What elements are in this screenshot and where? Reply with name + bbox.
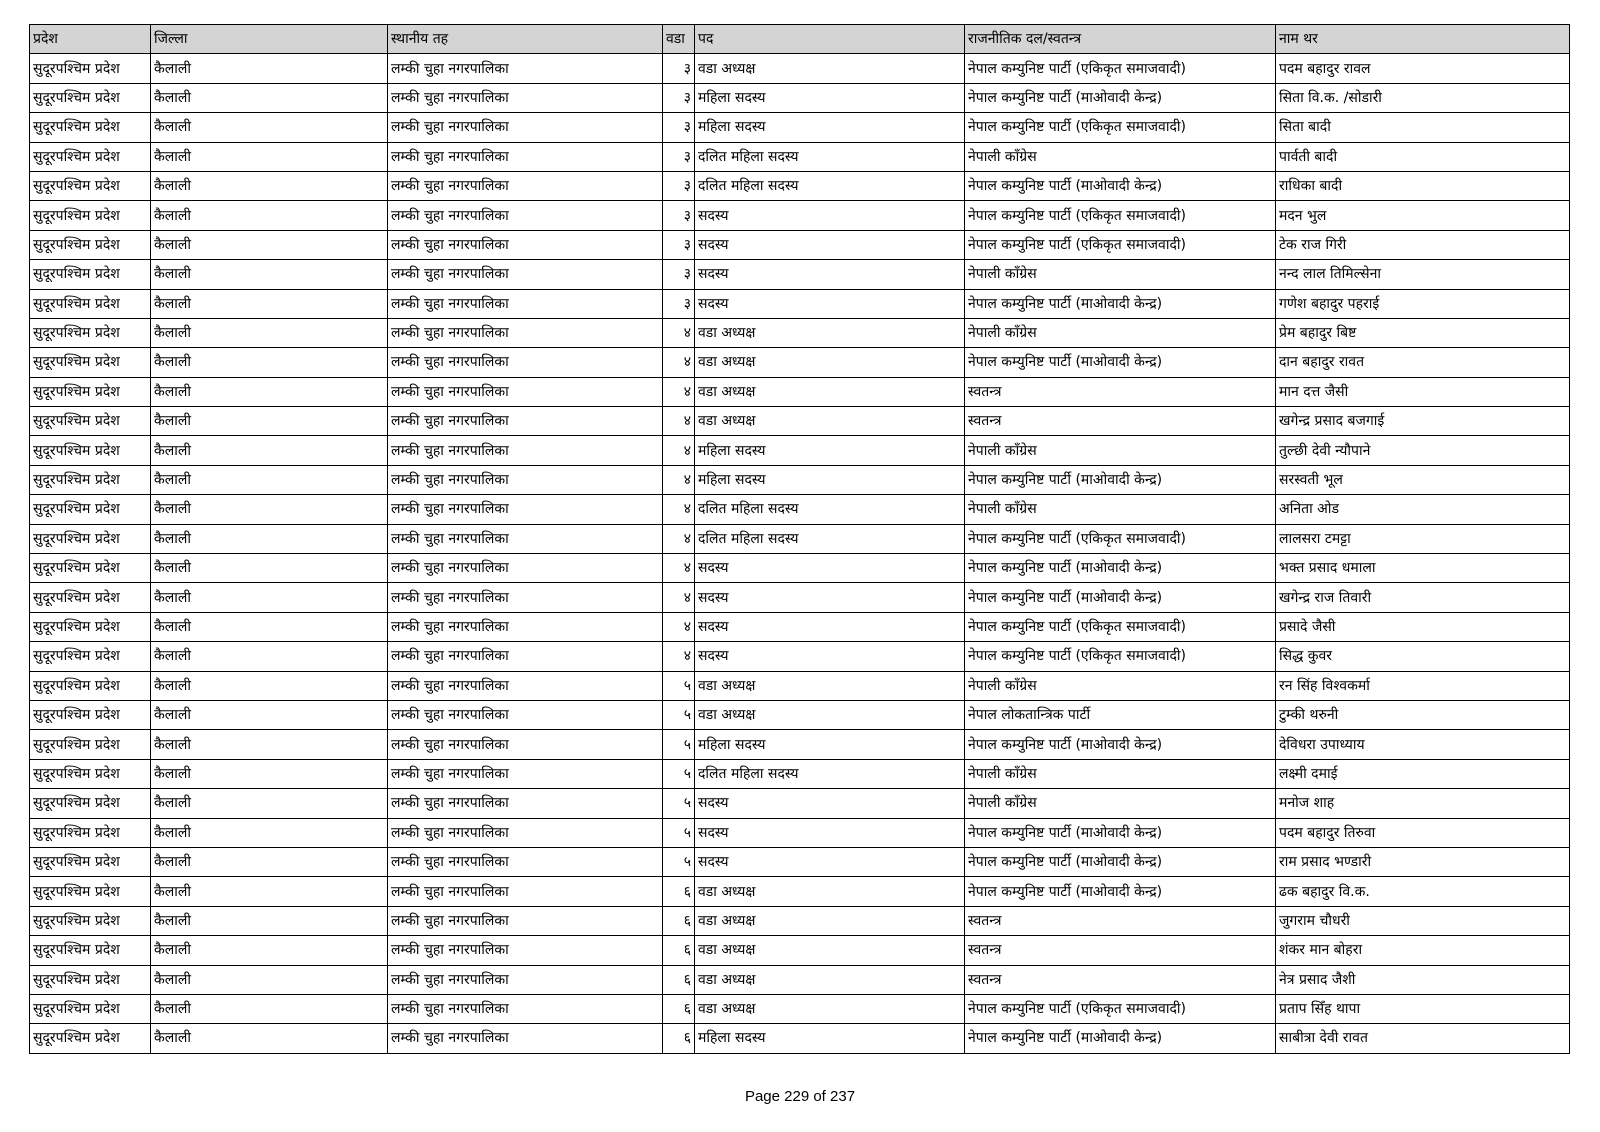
table-row: [30, 847, 1570, 876]
district-cell: कैलाली: [151, 612, 388, 641]
party-cell: नेपाल कम्युनिष्ट पार्टी (एकिकृत समाजवादी): [965, 113, 1276, 142]
party-cell: नेपाल कम्युनिष्ट पार्टी (एकिकृत समाजवादी): [965, 642, 1276, 671]
header-post: पद: [695, 25, 965, 54]
province-cell: सुदूरपश्चिम प्रदेश: [30, 1024, 151, 1053]
table-row: [30, 554, 1570, 583]
local-level-cell: लम्की चुहा नगरपालिका: [388, 407, 663, 436]
name-cell: नेत्र प्रसाद जैशी: [1276, 965, 1570, 994]
district-cell: कैलाली: [151, 671, 388, 700]
party-cell: नेपाल कम्युनिष्ट पार्टी (एकिकृत समाजवादी): [965, 230, 1276, 259]
name-cell: मनोज शाह: [1276, 789, 1570, 818]
party-cell: नेपाल कम्युनिष्ट पार्टी (माओवादी केन्द्र): [965, 847, 1276, 876]
table-row: [30, 495, 1570, 524]
province-cell: सुदूरपश्चिम प्रदेश: [30, 818, 151, 847]
district-cell: कैलाली: [151, 759, 388, 788]
local-level-cell: लम्की चुहा नगरपालिका: [388, 495, 663, 524]
ward-cell: ३: [663, 289, 695, 318]
post-cell: वडा अध्यक्ष: [695, 348, 965, 377]
local-level-cell: लम्की चुहा नगरपालिका: [388, 965, 663, 994]
local-level-cell: लम्की चुहा नगरपालिका: [388, 289, 663, 318]
province-cell: सुदूरपश्चिम प्रदेश: [30, 759, 151, 788]
name-cell: नन्द लाल तिमिल्सेना: [1276, 260, 1570, 289]
name-cell: टुम्की थरुनी: [1276, 700, 1570, 729]
name-cell: जुगराम चौधरी: [1276, 906, 1570, 935]
party-cell: नेपाल कम्युनिष्ट पार्टी (माओवादी केन्द्र): [965, 877, 1276, 906]
local-level-cell: लम्की चुहा नगरपालिका: [388, 201, 663, 230]
district-cell: कैलाली: [151, 230, 388, 259]
local-level-cell: लम्की चुहा नगरपालिका: [388, 818, 663, 847]
ward-cell: ४: [663, 436, 695, 465]
ward-cell: ५: [663, 730, 695, 759]
ward-cell: ४: [663, 642, 695, 671]
local-level-cell: लम्की चुहा नगरपालिका: [388, 847, 663, 876]
district-cell: कैलाली: [151, 113, 388, 142]
table-body: [30, 54, 1570, 1053]
name-cell: रन सिंह विश्वकर्मा: [1276, 671, 1570, 700]
table-row: [30, 671, 1570, 700]
party-cell: नेपाली काँग्रेस: [965, 318, 1276, 347]
province-cell: सुदूरपश्चिम प्रदेश: [30, 524, 151, 553]
province-cell: सुदूरपश्चिम प्रदेश: [30, 906, 151, 935]
district-cell: कैलाली: [151, 583, 388, 612]
table-row: [30, 201, 1570, 230]
name-cell: पदम बहादुर रावल: [1276, 54, 1570, 83]
table-row: [30, 789, 1570, 818]
province-cell: सुदूरपश्चिम प्रदेश: [30, 377, 151, 406]
post-cell: महिला सदस्य: [695, 83, 965, 112]
party-cell: नेपाल कम्युनिष्ट पार्टी (माओवादी केन्द्र): [965, 289, 1276, 318]
party-cell: नेपाली काँग्रेस: [965, 789, 1276, 818]
post-cell: सदस्य: [695, 230, 965, 259]
province-cell: सुदूरपश्चिम प्रदेश: [30, 495, 151, 524]
province-cell: सुदूरपश्चिम प्रदेश: [30, 789, 151, 818]
table-row: [30, 171, 1570, 200]
party-cell: नेपाली काँग्रेस: [965, 495, 1276, 524]
district-cell: कैलाली: [151, 289, 388, 318]
ward-cell: ४: [663, 554, 695, 583]
ward-cell: ५: [663, 759, 695, 788]
table-row: [30, 524, 1570, 553]
district-cell: कैलाली: [151, 407, 388, 436]
name-cell: साबीत्रा देवी रावत: [1276, 1024, 1570, 1053]
province-cell: सुदूरपश्चिम प्रदेश: [30, 289, 151, 318]
post-cell: सदस्य: [695, 201, 965, 230]
table-row: [30, 348, 1570, 377]
district-cell: कैलाली: [151, 700, 388, 729]
province-cell: सुदूरपश्चिम प्रदेश: [30, 54, 151, 83]
province-cell: सुदूरपश्चिम प्रदेश: [30, 83, 151, 112]
header-province: प्रदेश: [30, 25, 151, 54]
ward-cell: ६: [663, 936, 695, 965]
post-cell: वडा अध्यक्ष: [695, 671, 965, 700]
province-cell: सुदूरपश्चिम प्रदेश: [30, 260, 151, 289]
province-cell: सुदूरपश्चिम प्रदेश: [30, 700, 151, 729]
ward-cell: ४: [663, 318, 695, 347]
district-cell: कैलाली: [151, 877, 388, 906]
table-row: [30, 230, 1570, 259]
name-cell: प्रताप सिँह थापा: [1276, 994, 1570, 1023]
party-cell: नेपाल कम्युनिष्ट पार्टी (एकिकृत समाजवादी): [965, 524, 1276, 553]
local-level-cell: लम्की चुहा नगरपालिका: [388, 789, 663, 818]
party-cell: नेपाल लोकतान्त्रिक पार्टी: [965, 700, 1276, 729]
local-level-cell: लम्की चुहा नगरपालिका: [388, 54, 663, 83]
ward-cell: ४: [663, 495, 695, 524]
local-level-cell: लम्की चुहा नगरपालिका: [388, 1024, 663, 1053]
party-cell: स्वतन्त्र: [965, 377, 1276, 406]
ward-cell: ३: [663, 260, 695, 289]
name-cell: राधिका बादी: [1276, 171, 1570, 200]
name-cell: सिता वि.क. /सोडारी: [1276, 83, 1570, 112]
district-cell: कैलाली: [151, 348, 388, 377]
party-cell: स्वतन्त्र: [965, 936, 1276, 965]
party-cell: नेपाल कम्युनिष्ट पार्टी (माओवादी केन्द्र): [965, 1024, 1276, 1053]
party-cell: नेपाल कम्युनिष्ट पार्टी (माओवादी केन्द्र): [965, 83, 1276, 112]
ward-cell: ३: [663, 142, 695, 171]
ward-cell: ४: [663, 465, 695, 494]
local-level-cell: लम्की चुहा नगरपालिका: [388, 318, 663, 347]
post-cell: वडा अध्यक्ष: [695, 407, 965, 436]
post-cell: वडा अध्यक्ष: [695, 54, 965, 83]
district-cell: कैलाली: [151, 54, 388, 83]
province-cell: सुदूरपश्चिम प्रदेश: [30, 348, 151, 377]
party-cell: नेपाल कम्युनिष्ट पार्टी (माओवादी केन्द्र): [965, 730, 1276, 759]
post-cell: दलित महिला सदस्य: [695, 142, 965, 171]
province-cell: सुदूरपश्चिम प्रदेश: [30, 201, 151, 230]
table-row: [30, 83, 1570, 112]
local-level-cell: लम्की चुहा नगरपालिका: [388, 936, 663, 965]
header-name: नाम थर: [1276, 25, 1570, 54]
ward-cell: ६: [663, 877, 695, 906]
candidate-table: [29, 24, 1570, 1054]
local-level-cell: लम्की चुहा नगरपालिका: [388, 83, 663, 112]
post-cell: सदस्य: [695, 789, 965, 818]
province-cell: सुदूरपश्चिम प्रदेश: [30, 230, 151, 259]
post-cell: दलित महिला सदस्य: [695, 524, 965, 553]
post-cell: सदस्य: [695, 612, 965, 641]
name-cell: गणेश बहादुर पहराई: [1276, 289, 1570, 318]
name-cell: दान बहादुर रावत: [1276, 348, 1570, 377]
ward-cell: ४: [663, 524, 695, 553]
local-level-cell: लम्की चुहा नगरपालिका: [388, 994, 663, 1023]
local-level-cell: लम्की चुहा नगरपालिका: [388, 554, 663, 583]
name-cell: पार्वती बादी: [1276, 142, 1570, 171]
post-cell: सदस्य: [695, 583, 965, 612]
party-cell: नेपाल कम्युनिष्ट पार्टी (एकिकृत समाजवादी): [965, 612, 1276, 641]
post-cell: सदस्य: [695, 847, 965, 876]
table-row: [30, 700, 1570, 729]
table-row: [30, 612, 1570, 641]
district-cell: कैलाली: [151, 642, 388, 671]
district-cell: कैलाली: [151, 436, 388, 465]
name-cell: लक्ष्मी दमाई: [1276, 759, 1570, 788]
post-cell: वडा अध्यक्ष: [695, 377, 965, 406]
post-cell: सदस्य: [695, 818, 965, 847]
name-cell: देविधरा उपाध्याय: [1276, 730, 1570, 759]
province-cell: सुदूरपश्चिम प्रदेश: [30, 436, 151, 465]
header-district: जिल्ला: [151, 25, 388, 54]
party-cell: नेपाली काँग्रेस: [965, 260, 1276, 289]
table-row: [30, 818, 1570, 847]
name-cell: अनिता ओड: [1276, 495, 1570, 524]
name-cell: टेक राज गिरी: [1276, 230, 1570, 259]
ward-cell: ६: [663, 1024, 695, 1053]
ward-cell: ५: [663, 847, 695, 876]
party-cell: स्वतन्त्र: [965, 965, 1276, 994]
post-cell: सदस्य: [695, 554, 965, 583]
table-row: [30, 436, 1570, 465]
post-cell: सदस्य: [695, 260, 965, 289]
party-cell: स्वतन्त्र: [965, 906, 1276, 935]
table-row: [30, 318, 1570, 347]
district-cell: कैलाली: [151, 847, 388, 876]
local-level-cell: लम्की चुहा नगरपालिका: [388, 671, 663, 700]
local-level-cell: लम्की चुहा नगरपालिका: [388, 642, 663, 671]
province-cell: सुदूरपश्चिम प्रदेश: [30, 142, 151, 171]
ward-cell: ३: [663, 171, 695, 200]
name-cell: लालसरा टमट्टा: [1276, 524, 1570, 553]
local-level-cell: लम्की चुहा नगरपालिका: [388, 524, 663, 553]
local-level-cell: लम्की चुहा नगरपालिका: [388, 171, 663, 200]
local-level-cell: लम्की चुहा नगरपालिका: [388, 759, 663, 788]
table-row: [30, 407, 1570, 436]
table-row: [30, 730, 1570, 759]
local-level-cell: लम्की चुहा नगरपालिका: [388, 877, 663, 906]
ward-cell: ४: [663, 612, 695, 641]
local-level-cell: लम्की चुहा नगरपालिका: [388, 113, 663, 142]
name-cell: मदन भुल: [1276, 201, 1570, 230]
name-cell: राम प्रसाद भण्डारी: [1276, 847, 1570, 876]
table-row: [30, 965, 1570, 994]
district-cell: कैलाली: [151, 789, 388, 818]
district-cell: कैलाली: [151, 83, 388, 112]
local-level-cell: लम्की चुहा नगरपालिका: [388, 906, 663, 935]
party-cell: नेपाली काँग्रेस: [965, 759, 1276, 788]
table-row: [30, 583, 1570, 612]
ward-cell: ५: [663, 671, 695, 700]
post-cell: वडा अध्यक्ष: [695, 965, 965, 994]
party-cell: नेपाल कम्युनिष्ट पार्टी (माओवादी केन्द्र): [965, 554, 1276, 583]
header-ward: वडा: [663, 25, 695, 54]
province-cell: सुदूरपश्चिम प्रदेश: [30, 318, 151, 347]
province-cell: सुदूरपश्चिम प्रदेश: [30, 642, 151, 671]
local-level-cell: लम्की चुहा नगरपालिका: [388, 142, 663, 171]
post-cell: महिला सदस्य: [695, 436, 965, 465]
name-cell: ढक बहादुर वि.क.: [1276, 877, 1570, 906]
ward-cell: ३: [663, 54, 695, 83]
post-cell: वडा अध्यक्ष: [695, 906, 965, 935]
local-level-cell: लम्की चुहा नगरपालिका: [388, 377, 663, 406]
province-cell: सुदूरपश्चिम प्रदेश: [30, 847, 151, 876]
table-row: [30, 877, 1570, 906]
ward-cell: ४: [663, 377, 695, 406]
post-cell: सदस्य: [695, 289, 965, 318]
table-row: [30, 289, 1570, 318]
province-cell: सुदूरपश्चिम प्रदेश: [30, 113, 151, 142]
province-cell: सुदूरपश्चिम प्रदेश: [30, 407, 151, 436]
header-row: [30, 25, 1570, 54]
ward-cell: ४: [663, 407, 695, 436]
table-row: [30, 1024, 1570, 1053]
ward-cell: ५: [663, 818, 695, 847]
post-cell: दलित महिला सदस्य: [695, 171, 965, 200]
table-row: [30, 994, 1570, 1023]
local-level-cell: लम्की चुहा नगरपालिका: [388, 260, 663, 289]
district-cell: कैलाली: [151, 495, 388, 524]
district-cell: कैलाली: [151, 906, 388, 935]
party-cell: नेपाल कम्युनिष्ट पार्टी (माओवादी केन्द्र): [965, 348, 1276, 377]
party-cell: नेपाल कम्युनिष्ट पार्टी (माओवादी केन्द्र): [965, 583, 1276, 612]
district-cell: कैलाली: [151, 465, 388, 494]
local-level-cell: लम्की चुहा नगरपालिका: [388, 612, 663, 641]
district-cell: कैलाली: [151, 524, 388, 553]
province-cell: सुदूरपश्चिम प्रदेश: [30, 936, 151, 965]
party-cell: नेपाली काँग्रेस: [965, 436, 1276, 465]
district-cell: कैलाली: [151, 260, 388, 289]
table-row: [30, 142, 1570, 171]
ward-cell: ४: [663, 348, 695, 377]
table-row: [30, 936, 1570, 965]
district-cell: कैलाली: [151, 201, 388, 230]
ward-cell: ६: [663, 965, 695, 994]
name-cell: सिता बादी: [1276, 113, 1570, 142]
table-row: [30, 906, 1570, 935]
district-cell: कैलाली: [151, 818, 388, 847]
post-cell: महिला सदस्य: [695, 730, 965, 759]
party-cell: नेपाली काँग्रेस: [965, 671, 1276, 700]
name-cell: तुल्छी देवी न्यौपाने: [1276, 436, 1570, 465]
local-level-cell: लम्की चुहा नगरपालिका: [388, 230, 663, 259]
name-cell: प्रेम बहादुर बिष्ट: [1276, 318, 1570, 347]
ward-cell: ३: [663, 83, 695, 112]
table-row: [30, 260, 1570, 289]
district-cell: कैलाली: [151, 936, 388, 965]
party-cell: नेपाल कम्युनिष्ट पार्टी (एकिकृत समाजवादी): [965, 54, 1276, 83]
page-number: Page 229 of 237: [744, 1088, 856, 1105]
party-cell: स्वतन्त्र: [965, 407, 1276, 436]
district-cell: कैलाली: [151, 377, 388, 406]
province-cell: सुदूरपश्चिम प्रदेश: [30, 965, 151, 994]
district-cell: कैलाली: [151, 994, 388, 1023]
local-level-cell: लम्की चुहा नगरपालिका: [388, 583, 663, 612]
party-cell: नेपाली काँग्रेस: [965, 142, 1276, 171]
local-level-cell: लम्की चुहा नगरपालिका: [388, 730, 663, 759]
post-cell: वडा अध्यक्ष: [695, 700, 965, 729]
province-cell: सुदूरपश्चिम प्रदेश: [30, 171, 151, 200]
local-level-cell: लम्की चुहा नगरपालिका: [388, 348, 663, 377]
post-cell: महिला सदस्य: [695, 1024, 965, 1053]
name-cell: भक्त प्रसाद धमाला: [1276, 554, 1570, 583]
province-cell: सुदूरपश्चिम प्रदेश: [30, 465, 151, 494]
district-cell: कैलाली: [151, 171, 388, 200]
party-cell: नेपाल कम्युनिष्ट पार्टी (माओवादी केन्द्र): [965, 171, 1276, 200]
district-cell: कैलाली: [151, 142, 388, 171]
province-cell: सुदूरपश्चिम प्रदेश: [30, 612, 151, 641]
party-cell: नेपाल कम्युनिष्ट पार्टी (माओवादी केन्द्र): [965, 465, 1276, 494]
table-row: [30, 759, 1570, 788]
party-cell: नेपाल कम्युनिष्ट पार्टी (एकिकृत समाजवादी): [965, 201, 1276, 230]
district-cell: कैलाली: [151, 730, 388, 759]
ward-cell: ४: [663, 583, 695, 612]
table-row: [30, 113, 1570, 142]
province-cell: सुदूरपश्चिम प्रदेश: [30, 583, 151, 612]
province-cell: सुदूरपश्चिम प्रदेश: [30, 554, 151, 583]
table-row: [30, 465, 1570, 494]
party-cell: नेपाल कम्युनिष्ट पार्टी (एकिकृत समाजवादी): [965, 994, 1276, 1023]
post-cell: वडा अध्यक्ष: [695, 877, 965, 906]
local-level-cell: लम्की चुहा नगरपालिका: [388, 465, 663, 494]
post-cell: दलित महिला सदस्य: [695, 759, 965, 788]
name-cell: प्रसादे जैसी: [1276, 612, 1570, 641]
post-cell: महिला सदस्य: [695, 465, 965, 494]
ward-cell: ३: [663, 113, 695, 142]
province-cell: सुदूरपश्चिम प्रदेश: [30, 730, 151, 759]
table-row: [30, 642, 1570, 671]
ward-cell: ६: [663, 994, 695, 1023]
post-cell: महिला सदस्य: [695, 113, 965, 142]
district-cell: कैलाली: [151, 965, 388, 994]
name-cell: सिद्ध कुवर: [1276, 642, 1570, 671]
ward-cell: ५: [663, 789, 695, 818]
district-cell: कैलाली: [151, 1024, 388, 1053]
post-cell: वडा अध्यक्ष: [695, 318, 965, 347]
name-cell: मान दत्त जैसी: [1276, 377, 1570, 406]
district-cell: कैलाली: [151, 318, 388, 347]
local-level-cell: लम्की चुहा नगरपालिका: [388, 436, 663, 465]
post-cell: दलित महिला सदस्य: [695, 495, 965, 524]
name-cell: पदम बहादुर तिरुवा: [1276, 818, 1570, 847]
table-row: [30, 377, 1570, 406]
post-cell: वडा अध्यक्ष: [695, 936, 965, 965]
header-party: राजनीतिक दल/स्वतन्त्र: [965, 25, 1276, 54]
name-cell: शंकर मान बोहरा: [1276, 936, 1570, 965]
ward-cell: ३: [663, 201, 695, 230]
header-local-level: स्थानीय तह: [388, 25, 663, 54]
post-cell: सदस्य: [695, 642, 965, 671]
province-cell: सुदूरपश्चिम प्रदेश: [30, 994, 151, 1023]
name-cell: सरस्वती भूल: [1276, 465, 1570, 494]
local-level-cell: लम्की चुहा नगरपालिका: [388, 700, 663, 729]
name-cell: खगेन्द्र प्रसाद बजगाई: [1276, 407, 1570, 436]
province-cell: सुदूरपश्चिम प्रदेश: [30, 671, 151, 700]
ward-cell: ५: [663, 700, 695, 729]
province-cell: सुदूरपश्चिम प्रदेश: [30, 877, 151, 906]
ward-cell: ६: [663, 906, 695, 935]
district-cell: कैलाली: [151, 554, 388, 583]
name-cell: खगेन्द्र राज तिवारी: [1276, 583, 1570, 612]
table-row: [30, 54, 1570, 83]
post-cell: वडा अध्यक्ष: [695, 994, 965, 1023]
party-cell: नेपाल कम्युनिष्ट पार्टी (माओवादी केन्द्र): [965, 818, 1276, 847]
ward-cell: ३: [663, 230, 695, 259]
